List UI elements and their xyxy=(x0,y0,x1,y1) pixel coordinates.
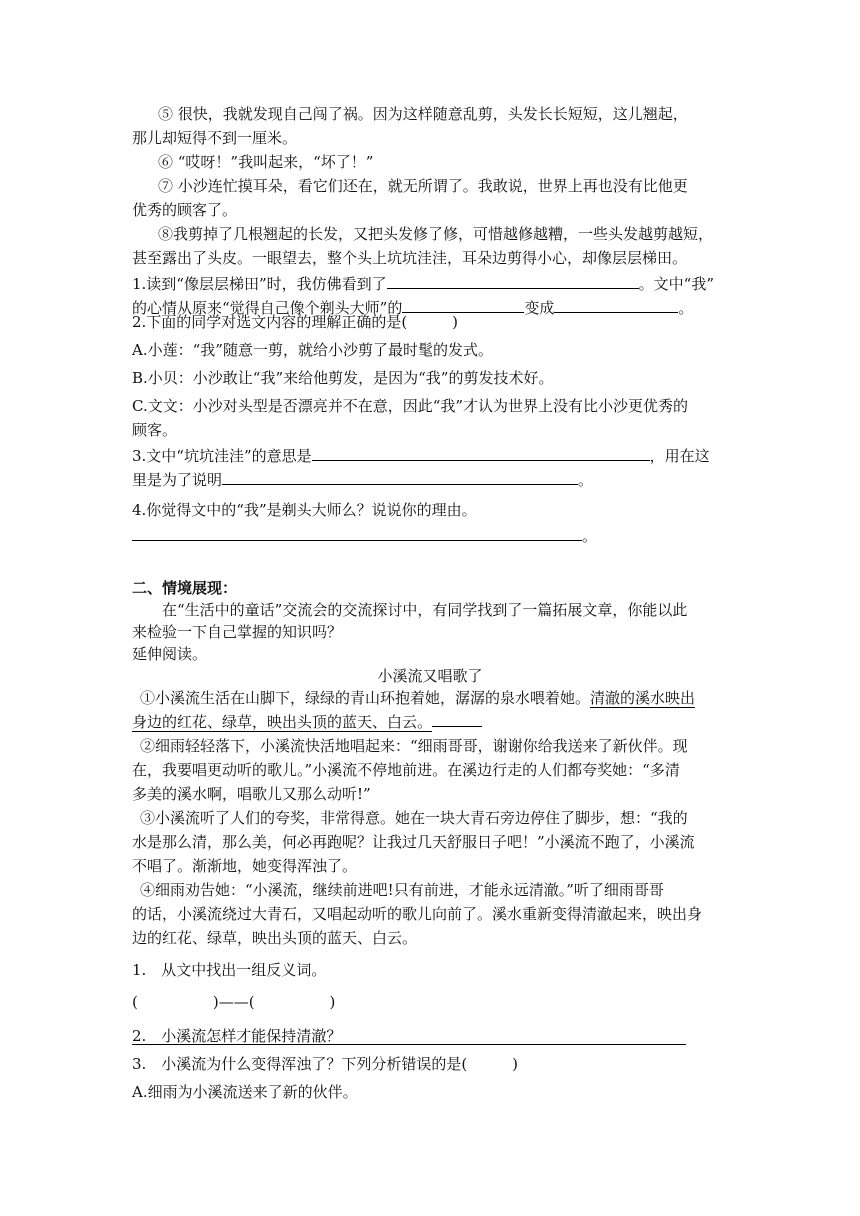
answer-blank[interactable] xyxy=(402,296,524,313)
answer-blank[interactable] xyxy=(132,524,582,541)
underlined-sentence: 清澈的溪水映出 xyxy=(590,689,696,707)
question-2-option-c-line-1: C.文文：小沙对头型是否漂亮并不在意，因此“我”才认为世界上没有比小沙更优秀的 xyxy=(132,397,689,415)
reading-question-2-answer-line[interactable] xyxy=(132,1030,686,1050)
story-paragraph-4-line-2: 的话，小溪流绕过大青石，又唱起动听的歌儿向前了。溪水重新变得清澈起来，映出身 xyxy=(132,905,703,923)
question-3-line-1: 3.文中“坑坑洼洼”的意思是 ，用在这 xyxy=(132,444,710,466)
question-2-option-c-line-2: 顾客。 xyxy=(132,421,178,439)
answer-blank[interactable] xyxy=(222,468,578,485)
story-paragraph-2-line-1: ②细雨轻轻落下，小溪流快活地唱起来：“细雨哥哥，谢谢你给我送来了新伙伴。现 xyxy=(140,737,688,755)
underline-tail xyxy=(432,710,482,727)
answer-blank[interactable] xyxy=(387,272,639,289)
reading-question-3-stem: 3. 小溪流为什么变得浑浊了？下列分析错误的是( ) xyxy=(132,1055,519,1073)
question-3-line-2: 里是为了说明 。 xyxy=(132,468,593,490)
reading-question-2-stem: 2. 小溪流怎样才能保持清澈？ xyxy=(132,1027,342,1045)
story-paragraph-1-line-1: ①小溪流生活在山脚下，绿绿的青山环抱着她，潺潺的泉水喂着她。清澈的溪水映出 xyxy=(140,689,696,707)
story-paragraph-3-line-3: 不唱了。渐渐地，她变得浑浊了。 xyxy=(132,857,358,875)
question-2-option-b: B.小贝：小沙敢让“我”来给他剪发，是因为“我”的剪发技术好。 xyxy=(132,369,554,387)
question-1-line-1: 1.读到“像层层梯田”时，我仿佛看到了 。文中“我” xyxy=(132,272,714,294)
story-paragraph-1-line-2 xyxy=(132,710,482,732)
paragraph-8-line-2: 甚至露出了头皮。一眼望去，整个头上坑坑洼洼，耳朵边剪得小心，却像层层梯田。 xyxy=(132,249,688,267)
paragraph-5-line-1: ⑤ 很快，我就发现自己闯了祸。因为这样随意乱剪，头发长长短短，这儿翘起， xyxy=(158,105,688,123)
story-paragraph-4-line-1: ④细雨劝告她：“小溪流，继续前进吧!只有前进，才能永远清澈。”听了细雨哥哥 xyxy=(140,881,664,899)
extended-reading-label: 延伸阅读。 xyxy=(132,645,208,663)
paragraph-8-line-1: ⑧我剪掉了几根翘起的长发，又把头发修了修，可惜越修越糟，一些头发越剪越短， xyxy=(158,225,714,243)
story-title: 小溪流又唱歌了 xyxy=(377,667,483,685)
reading-question-1-answer[interactable]: ( )——( ) xyxy=(132,993,336,1011)
question-1-line-2: 的心情从原来“觉得自己像个剃头大师”的 变成 。 xyxy=(132,296,693,318)
story-paragraph-2-line-3: 多美的溪水啊，唱歌儿又那么动听!” xyxy=(132,785,371,803)
paragraph-7-line-2: 优秀的顾客了。 xyxy=(132,201,238,219)
reading-question-1-stem: 1. 从文中找出一组反义词。 xyxy=(132,961,327,979)
question-2-option-a: A.小莲：“我”随意一剪，就给小沙剪了最时髦的发式。 xyxy=(132,341,493,359)
question-2-stem: 2.下面的同学对选文内容的理解正确的是( ) xyxy=(132,313,459,331)
story-paragraph-4-line-3: 边的红花、绿草，映出头顶的蓝天、白云。 xyxy=(132,929,418,947)
answer-blank[interactable] xyxy=(312,444,650,461)
story-paragraph-3-line-2: 水是那么清，那么美，何必再跑呢？让我过几天舒服日子吧！”小溪流不跑了，小溪流 xyxy=(132,833,695,851)
story-paragraph-3-line-1: ③小溪流听了人们的夸奖，非常得意。她在一块大青石旁边停住了脚步，想：“我的 xyxy=(140,809,688,827)
paragraph-6: ⑥ “哎呀！”我叫起来，“坏了！” xyxy=(158,153,374,171)
question-4-stem: 4.你觉得文中的“我”是剃头大师么？说说你的理由。 xyxy=(132,501,477,519)
story-paragraph-2-line-2: 在，我要唱更动听的歌儿。”小溪流不停地前进。在溪边行走的人们都夸奖她：“多清 xyxy=(132,761,680,779)
paragraph-5-line-2: 那儿却短得不到一厘米。 xyxy=(132,129,298,147)
section-2-heading: 二、情境展现： xyxy=(132,579,238,597)
section-2-intro-line-1: 在“生活中的童话”交流会的交流探讨中，有同学找到了一篇拓展文章，你能以此 xyxy=(162,601,688,619)
section-2-intro-line-2: 来检验一下自己掌握的知识吗？ xyxy=(132,623,343,641)
paragraph-7-line-1: ⑦ 小沙连忙摸耳朵，看它们还在，就无所谓了。我敢说，世界上再也没有比他更 xyxy=(158,177,688,195)
reading-question-3-option-a: A.细雨为小溪流送来了新的伙伴。 xyxy=(132,1083,358,1101)
answer-blank[interactable] xyxy=(554,296,678,313)
question-4-answer-line: 。 xyxy=(132,524,597,546)
underlined-sentence: 身边的红花、绿草，映出头顶的蓝天、白云。 xyxy=(132,713,433,731)
